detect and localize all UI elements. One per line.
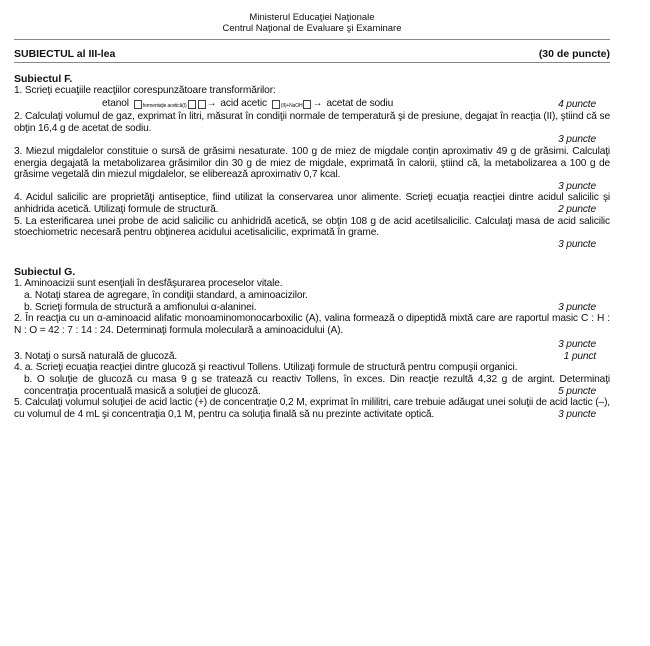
section-g-title: Subiectul G. [14,266,76,279]
g-question-3: 3. Notaţi o sursă naturală de glucoză. [14,350,178,362]
arrow2-label: +NaOH [286,103,303,110]
ministry-name: Ministerul Educaţiei Naţionale [249,12,375,23]
box-glyph-icon [303,100,311,109]
arrow2-sub: (II) [280,103,287,110]
f-q5-points: 3 puncte [558,238,596,250]
f-q4-points: 2 puncte [558,203,596,215]
g-question-1b: b. Scrieţi formula de structură a amfionului α-alaninei. [24,301,257,313]
box-glyph-icon [198,100,206,109]
arrow1-sub: (I) [182,103,187,110]
subject-heading [14,48,610,60]
center-name: Centrul Naţional de Evaluare şi Examinare [222,23,402,34]
section-f-title: Subiectul F. [14,73,73,85]
exam-page [14,12,610,420]
eq-points: 4 puncte [558,98,596,110]
eq-product-2: acetat de sodiu [326,97,394,109]
f-question-4: 4. Acidul salicilic are proprietăţi antiseptice, fiind utilizat la conservarea unor alimente. Scrieţi ecuaţia reacţiei dintre acidul salicilic şi anhidrida acetică. Utilizaţi formule de structură. [14,192,610,215]
f-equation [14,98,610,110]
box-glyph-icon [272,100,280,109]
g-q4-points: 5 puncte [558,385,596,397]
arrow1-label: fermentaţie acetică [142,103,183,110]
f-question-3: 3. Miezul migdalelor constituie o sursă de grăsimi nesaturate. 100 g de miez de migdale conţin aproximativ 49 g de grăsimi. Calculaţi energia degajată la metabolizarea grăsimilor din 30 g de miez de migdale, exprimată în calorii, ştiind că, la metabolizarea a 100 g de grăsime vegetală din miezul migdalelor, se eliberează aproximativ 0,7 kcal. [14,145,610,181]
section-f [14,85,610,250]
section-gap [14,250,610,266]
subject-points: (30 de puncte) [538,48,610,60]
g-question-1a: a. Notaţi starea de agregare, în condiţii standard, a aminoacizilor. [24,289,308,301]
g-q1-points: 3 puncte [558,301,596,313]
header-rule [14,39,610,40]
eq-product-1: acid acetic [220,97,267,109]
subject-title: SUBIECTUL al III-lea [14,48,116,60]
g-question-4a: 4. a. Scrieţi ecuaţia reacţiei dintre glucoză şi reactivul Tollens. Utilizaţi formule de structură pentru compuşii organici. [14,362,518,374]
g-question-4b: b. O soluţie de glucoză cu masa 9 g se tratează cu reactiv Tollens, în exces. Din reacţie rezultă 4,32 g de argint. Determinaţi concentraţia procentuală masică a soluţiei de glucoză. [24,374,610,397]
page-header [14,12,610,34]
f-q2-points: 3 puncte [558,134,596,146]
g-q3-points: 1 punct [563,350,596,362]
f-question-5: 5. La esterificarea unei probe de acid salicilic cu anhidridă acetică, se obţin 108 g de acid acetilsalicilic. Calculaţi masa de acid salicilic stoechiometric necesară pentru obţinerea acidului acetisalicilic, exprimată în grame. [14,215,610,239]
f-question-1: 1. Scrieţi ecuaţiile reacţiilor corespunzătoare transformărilor: [14,85,276,96]
g-question-5: 5. Calculaţi volumul soluţiei de acid lactic (+) de concentraţie 0,2 M, exprimat în mililitri, care trebuie adăugat unei soluţii de acid lactic (–), cu volumul de 4 mL şi concentraţia 0,1 M, pentru ca soluţia finală să nu prezinte activitate optică. [14,397,610,420]
box-glyph-icon [188,100,196,109]
eq-reactant: etanol [102,97,129,109]
g-q5-points: 3 puncte [558,408,596,420]
g-question-2: 2. În reacţia cu un α-aminoacid alifatic monoaminomonocarboxilic (A), valina formează o dipeptidă mixtă care are raportul masic C : H : N : O = 42 : 7 : 14 : 24. Determinaţi formula moleculară a aminoacidului (A). [14,313,610,336]
reaction-arrow-2: (II) +NaOH → [271,98,322,110]
subject-rule [14,62,610,63]
g-question-1: 1. Aminoacizii sunt esenţiali în desfăşurarea proceselor vitale. [14,278,283,290]
f-q3-points: 3 puncte [558,180,596,192]
box-glyph-icon [134,100,142,109]
reaction-arrow-1: fermentaţie acetică (I) → [133,98,217,110]
f-question-2: 2. Calculaţi volumul de gaz, exprimat în litri, măsurat în condiţii normale de temperatură şi de presiune, degajat în reacţia (II), ştiind că se obţin 16,4 g de acetat de sodiu. [14,111,610,134]
g-q2-points: 3 puncte [558,339,596,351]
section-g [14,278,610,420]
g-question-1b-row [14,302,610,314]
g-question-3-row [14,351,610,363]
